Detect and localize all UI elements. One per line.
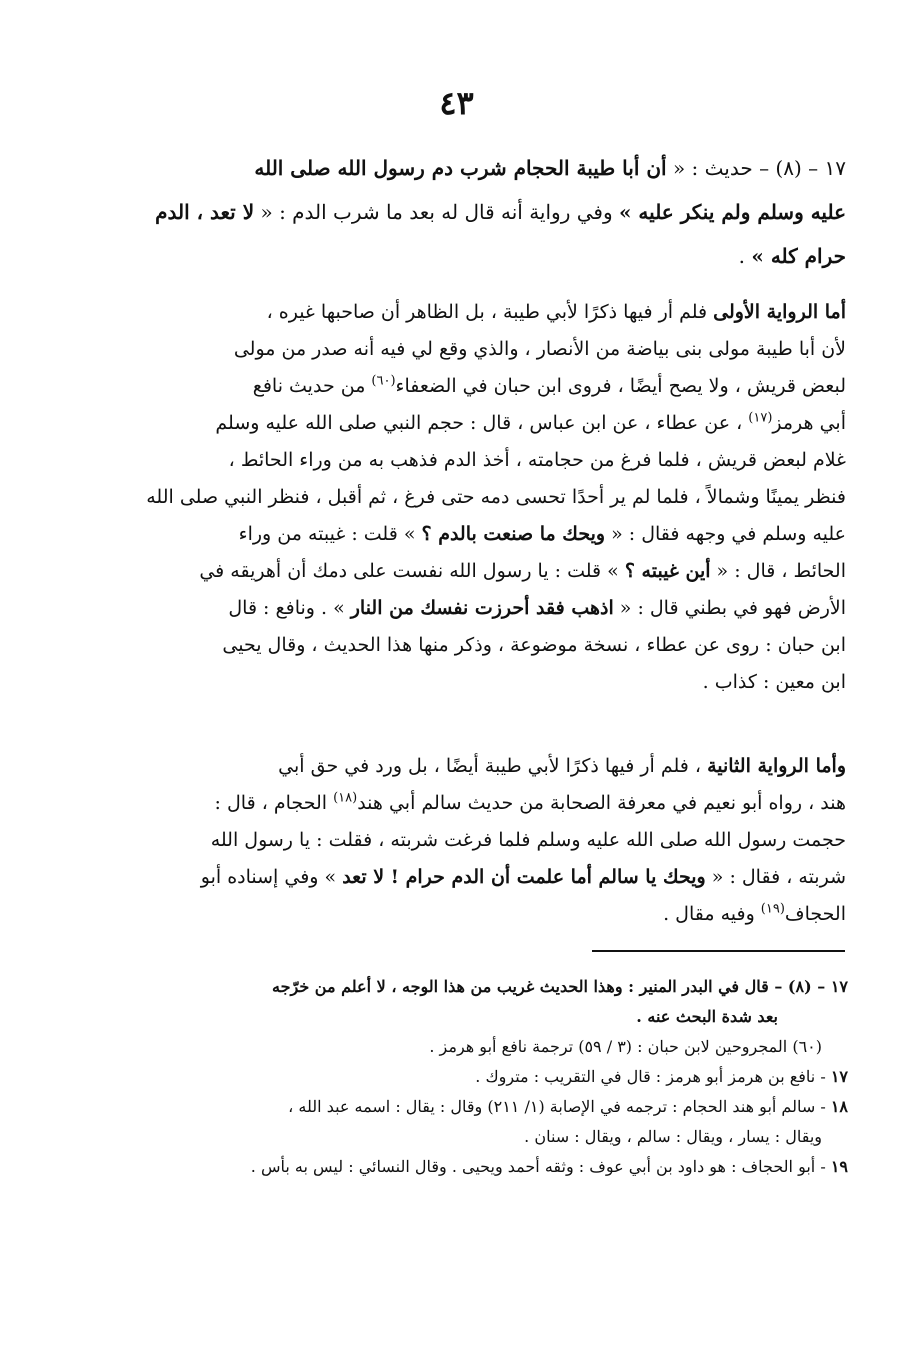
p2-line-3: حجمت رسول الله صلى الله عليه وسلم فلما فرغت شربته ، فقلت : يا رسول الله — [210, 829, 846, 851]
p1-line-9: الأرض فهو في بطني قال : « اذهب فقد أحرزت نفسك من النار » . ونافع : قال — [228, 597, 846, 619]
p2-line-5: الحجاف$^{(١٩)}$ وفيه مقال . — [663, 901, 846, 925]
footnote-60: (٦٠) المجروحين لابن حبان : (٣ / ٥٩) ترجمة نافع أبو هرمز . — [429, 1037, 822, 1056]
paragraph-first-narration — [66, 294, 846, 701]
p1-line-4: أبي هرمز$^{(١٧)}$ ، عن عطاء ، عن ابن عباس ، قال : حجم النبي صلى الله عليه وسلم — [215, 410, 846, 434]
footnote-19: ١٩ - أبو الحجاف : هو داود بن أبي عوف : وثقه أحمد ويحيى . وقال النسائي : ليس به بأس . — [250, 1157, 848, 1176]
p1-line-7: عليه وسلم في وجهه فقال : « ويحك ما صنعت بالدم ؟ » قلت : غيبته من وراء — [238, 523, 846, 545]
page-number: ٤٣ — [439, 84, 474, 122]
p1-line-11: ابن معين : كذاب . — [702, 671, 846, 693]
p2-line-2: هند ، رواه أبو نعيم في معرفة الصحابة من حديث سالم أبي هند$^{(١٨)}$ الحجام ، قال : — [214, 790, 846, 814]
p1-line-2: لأن أبا طيبة مولى بنى بياضة من الأنصار ، والذي وقع لي فيه أنه صدر من مولى — [233, 338, 846, 360]
footnote-divider — [592, 950, 845, 952]
p2-line-4: شربته ، فقال : « ويحك يا سالم أما علمت أن الدم حرام ! لا تعد » وفي إسناده أبو — [200, 866, 846, 888]
footnote-18-cont: ويقال : يسار ، ويقال : سالم ، ويقال : سنان . — [524, 1127, 822, 1146]
p2-line-1: وأما الرواية الثانية ، فلم أر فيها ذكرًا لأبي طيبة أيضًا ، بل ورد في حق أبي — [278, 755, 846, 777]
p1-line-10: ابن حبان : روى عن عطاء ، نسخة موضوعة ، وذكر منها هذا الحديث ، وقال يحيى — [222, 634, 846, 656]
footnote-1: ١٧ – (٨) – قال في البدر المنير : وهذا الحديث غريب من هذا الوجه ، لا أعلم من خرّجه — [272, 977, 848, 996]
footnote-1-cont: بعد شدة البحث عنه . — [636, 1007, 778, 1026]
footnote-17: ١٧ - نافع بن هرمز أبو هرمز : قال في التقريب : متروك . — [475, 1067, 848, 1086]
footnote-ref-17: (١٧) — [748, 410, 773, 426]
footnote-ref-60: (٦٠) — [371, 373, 396, 389]
hadith-line-1: ١٧ – (٨) – حديث : « أن أبا طيبة الحجام شرب دم رسول الله صلى الله — [254, 156, 846, 180]
footnote-ref-19: (١٩) — [760, 901, 785, 917]
footnotes — [78, 972, 848, 1182]
p1-line-1: أما الرواية الأولى فلم أر فيها ذكرًا لأبي طيبة ، بل الظاهر أن صاحبها غيره ، — [266, 301, 846, 323]
hadith-heading — [66, 146, 846, 278]
hadith-line-3: حرام كله » . — [738, 244, 846, 268]
p1-line-6: فنظر يمينًا وشمالاً ، فلما لم ير أحدًا تحسى دمه حتى فرغ ، ثم أقبل ، فنظر النبي صلى الله — [146, 486, 846, 508]
p1-line-5: غلام لبعض قريش ، فلما فرغ من حجامته ، أخذ الدم فذهب به من وراء الحائط ، — [228, 449, 846, 471]
p1-line-8: الحائط ، قال : « أين غيبته ؟ » قلت : يا رسول الله نفست على دمك أن أهريقه في — [199, 560, 846, 582]
hadith-line-2: عليه وسلم ولم ينكر عليه » وفي رواية أنه قال له بعد ما شرب الدم : « لا تعد ، الدم — [155, 200, 846, 224]
p1-line-3: لبعض قريش ، ولا يصح أيضًا ، فروى ابن حبان في الضعفاء$^{(٦٠)}$ من حديث نافع — [252, 373, 846, 397]
footnote-18: ١٨ - سالم أبو هند الحجام : ترجمه في الإصابة (١/ ٢١١) وقال : يقال : اسمه عبد الله ، — [288, 1097, 848, 1116]
footnote-ref-18: (١٨) — [333, 790, 358, 806]
paragraph-second-narration — [66, 748, 846, 933]
